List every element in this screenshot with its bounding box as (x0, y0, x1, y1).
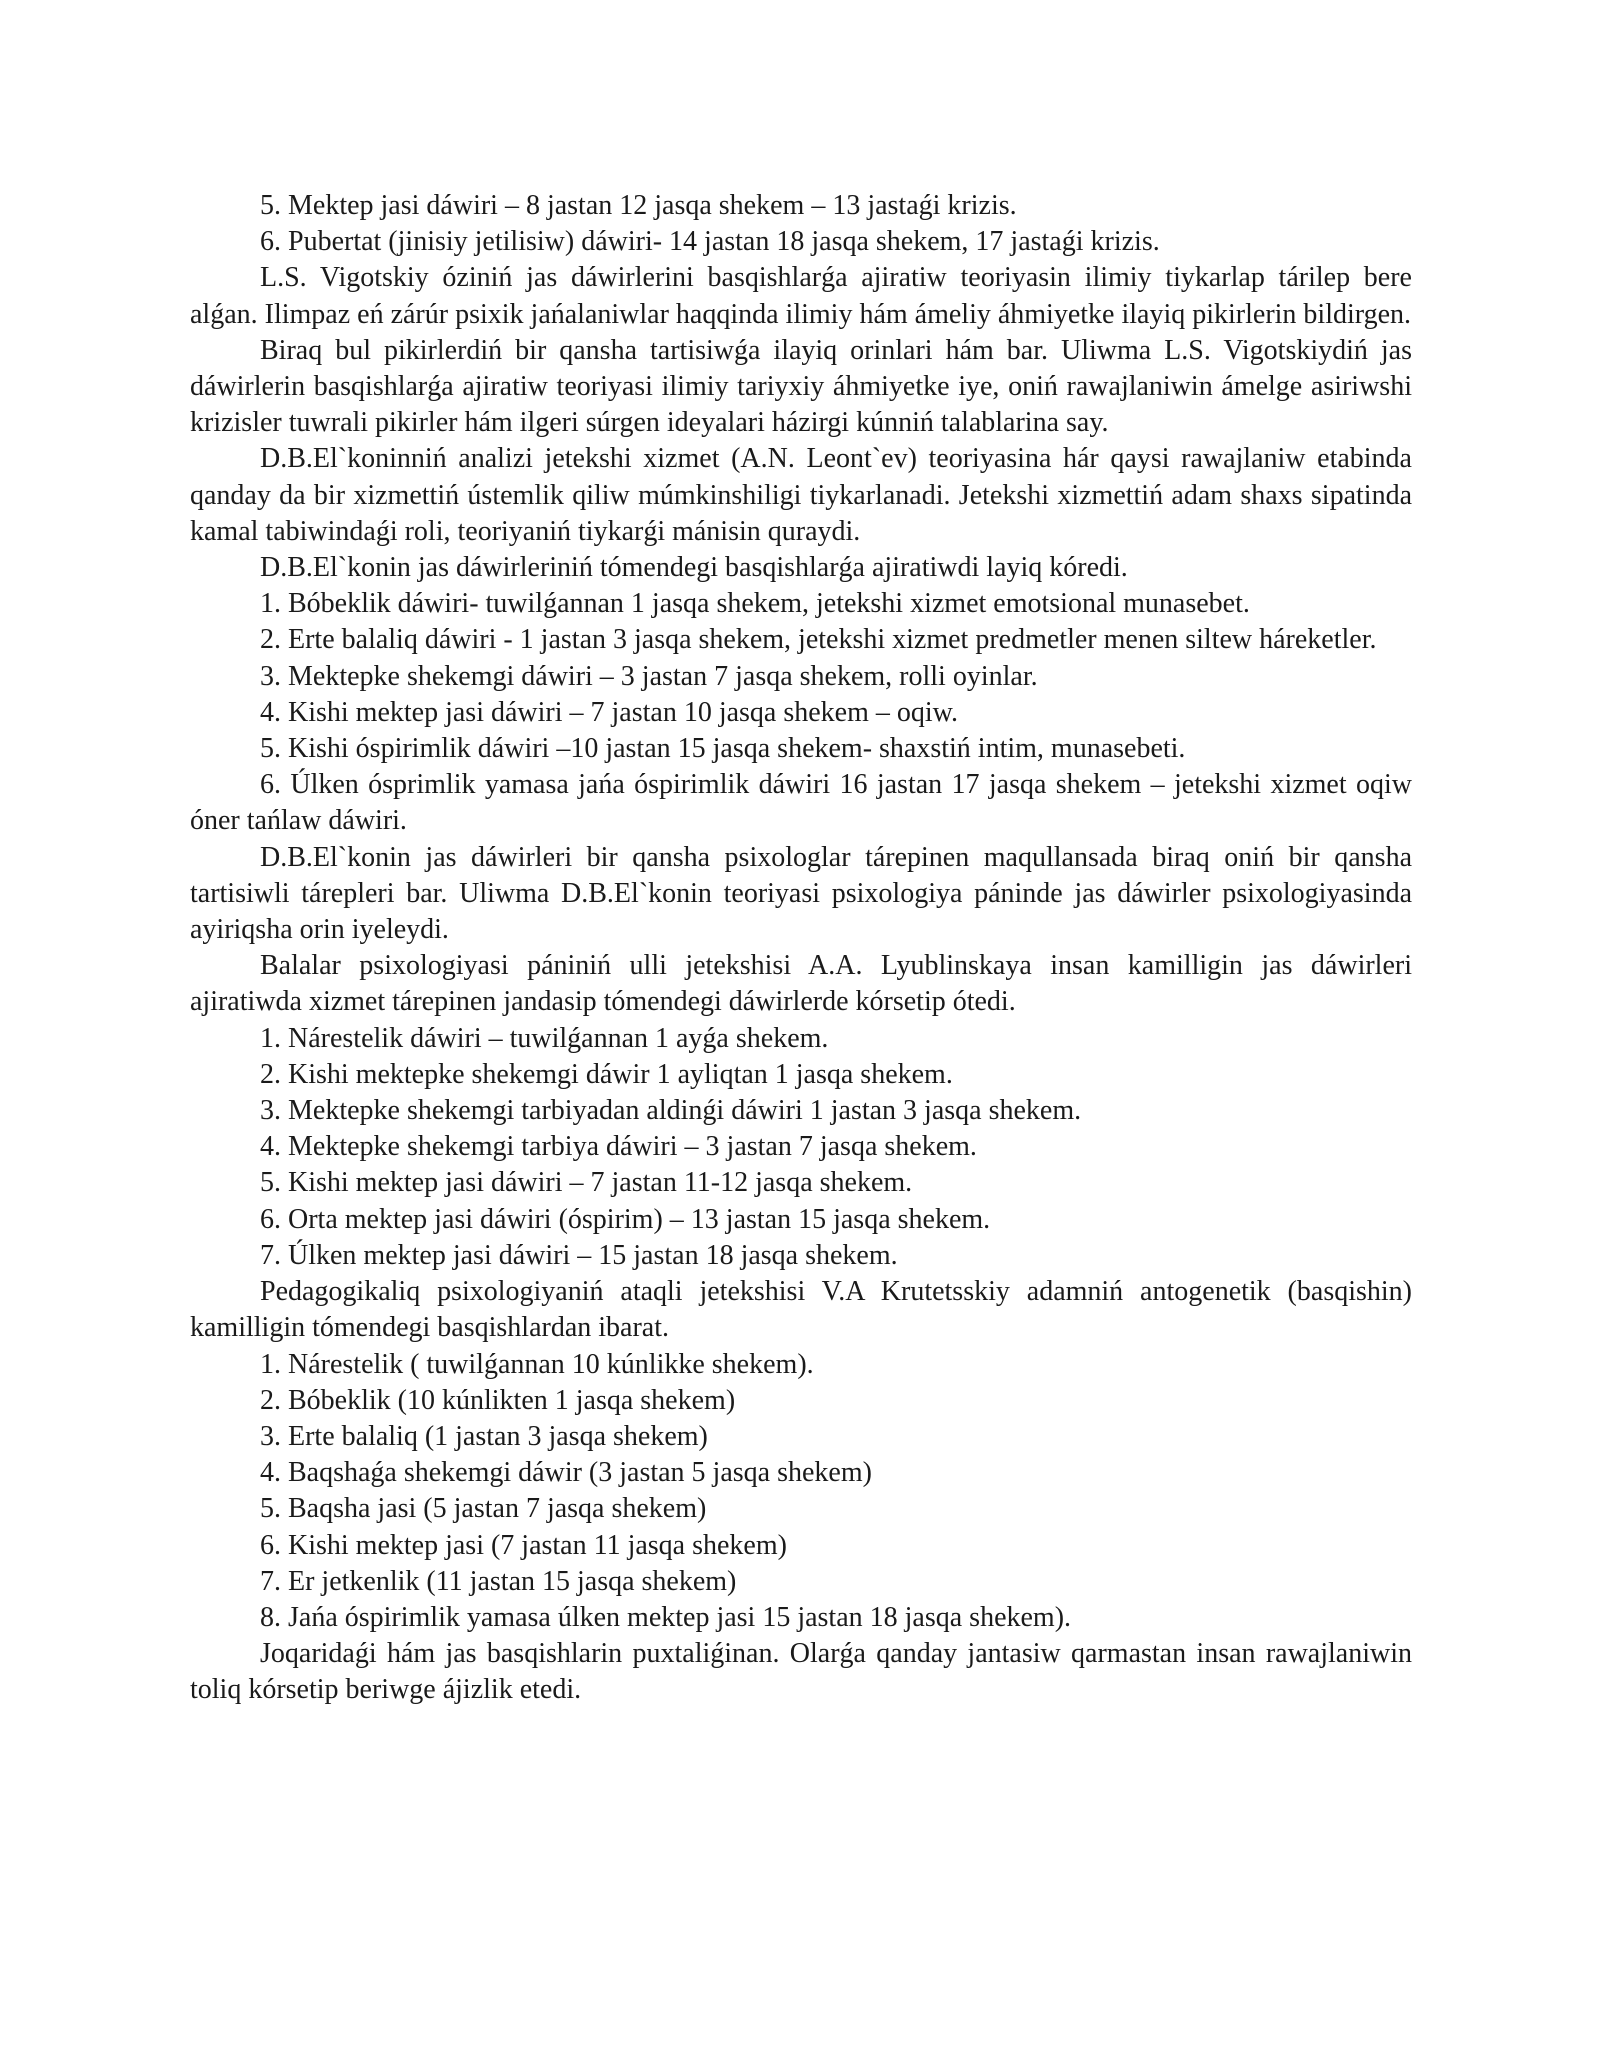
paragraph: 7. Er jetkenlik (11 jastan 15 jasqa shekem) (260, 1565, 737, 1597)
paragraph: 5. Mektep jasi dáwiri – 8 jastan 12 jasqa shekem – 13 jastaǵi krizis. (260, 190, 1017, 221)
paragraph: 6. Pubertat (jinisiy jetilisiw) dáwiri- 14 jastan 18 jasqa shekem, 17 jastaǵi krizis. (260, 226, 1160, 258)
paragraph: 5. Baqsha jasi (5 jastan 7 jasqa shekem) (260, 1493, 707, 1525)
paragraph: 5. Kishi mektep jasi dáwiri – 7 jastan 11-12 jasqa shekem. (260, 1167, 913, 1199)
paragraph: Biraq bul pikirlerdiń bir qansha tartisiwǵa ilayiq orinlari hám bar. Uliwma L.S. Vigotskiydiń jas dáwirlerin basqishlarǵa ajiratiw teoriyasi ilimiy tariyxiy áhmiyetke iye, oniń rawajlaniwin ámelge asiriwshi krizisler tuwrali pikirler hám ilgeri súrgen ideyalari házirgi kúnniń talablarina say. (190, 334, 1412, 439)
paragraph: Joqaridaǵi hám jas basqishlarin puxtaliǵinan. Olarǵa qanday jantasiw qarmastan insan rawajlaniwin toliq kórsetip beriwge ájizlik etedi. (190, 1638, 1412, 1706)
paragraph: 4. Kishi mektep jasi dáwiri – 7 jastan 10 jasqa shekem – oqiw. (260, 696, 959, 728)
paragraph: 1. Nárestelik dáwiri – tuwilǵannan 1 ayǵa shekem. (260, 1022, 829, 1054)
paragraph: 6. Kishi mektep jasi (7 jastan 11 jasqa shekem) (260, 1529, 787, 1561)
paragraph: D.B.El`koninniń analizi jetekshi xizmet (A.N. Leont`ev) teoriyasina hár qaysi rawajlaniw etabinda qanday da bir xizmettiń ústemlik qiliw múmkinshiligi tiykarlanadi. Jetekshi xizmettiń adam shaxs sipatinda kamal tabiwindaǵi roli, teoriyaniń tiykarǵi mánisin quraydi. (190, 443, 1412, 547)
paragraph: 1. Bóbeklik dáwiri- tuwilǵannan 1 jasqa shekem, jetekshi xizmet emotsional munasebet. (260, 588, 1250, 620)
paragraph: 6. Úlken ósprimlik yamasa jańa óspirimlik dáwiri 16 jastan 17 jasqa shekem – jetekshi xizmet oqiw óner tańlaw dáwiri. (190, 769, 1412, 837)
paragraph: Pedagogikaliq psixologiyaniń ataqli jetekshisi V.A Krutetsskiy adamniń antogenetik (basqishin) kamilligin tómendegi basqishlardan ibarat. (190, 1276, 1412, 1344)
paragraph: 3. Mektepke shekemgi tarbiyadan aldinǵi dáwiri 1 jastan 3 jasqa shekem. (260, 1095, 1082, 1127)
paragraph: 2. Erte balaliq dáwiri - 1 jastan 3 jasqa shekem, jetekshi xizmet predmetler menen siltew háreketler. (260, 624, 1377, 656)
paragraph: 1. Nárestelik ( tuwilǵannan 10 kúnlikke shekem). (260, 1348, 814, 1380)
paragraph: 3. Mektepke shekemgi dáwiri – 3 jastan 7 jasqa shekem, rolli oyinlar. (260, 660, 1038, 692)
paragraph: 4. Baqshaǵa shekemgi dáwir (3 jastan 5 jasqa shekem) (260, 1457, 872, 1489)
paragraph: D.B.El`konin jas dáwirleriniń tómendegi basqishlarǵa ajiratiwdi layiq kóredi. (260, 552, 1128, 584)
paragraph: Balalar psixologiyasi pániniń ulli jetekshisi A.A. Lyublinskaya insan kamilligin jas dáwirleri ajiratiwda xizmet tárepinen jandasip tómendegi dáwirlerde kórsetip ótedi. (190, 950, 1412, 1018)
document-body (190, 188, 1412, 1709)
paragraph: 5. Kishi óspirimlik dáwiri –10 jastan 15 jasqa shekem- shaxstiń intim, munasebeti. (260, 733, 1186, 765)
paragraph: 2. Bóbeklik (10 kúnlikten 1 jasqa shekem) (260, 1384, 736, 1416)
paragraph: 2. Kishi mektepke shekemgi dáwir 1 ayliqtan 1 jasqa shekem. (260, 1058, 953, 1090)
paragraph: 4. Mektepke shekemgi tarbiya dáwiri – 3 jastan 7 jasqa shekem. (260, 1131, 977, 1163)
paragraph: 3. Erte balaliq (1 jastan 3 jasqa shekem) (260, 1420, 708, 1452)
paragraph: L.S. Vigotskiy óziniń jas dáwirlerini basqishlarǵa ajiratiw teoriyasin ilimiy tiykarlap tárilep bere alǵan. Ilimpaz eń zárúr psixik jańalaniwlar haqqinda ilimiy hám ámeliy áhmiyetke ilayiq pikirlerin bildirgen. (190, 262, 1412, 330)
paragraph: 6. Orta mektep jasi dáwiri (óspirim) – 13 jastan 15 jasqa shekem. (260, 1203, 991, 1235)
paragraph: D.B.El`konin jas dáwirleri bir qansha psixologlar tárepinen maqullansada biraq oniń bir qansha tartisiwli tárepleri bar. Uliwma D.B.El`konin teoriyasi psixologiya páninde jas dáwirler psixologiyasinda ayiriqsha orin iyeleydi. (190, 841, 1412, 946)
paragraph: 8. Jańa óspirimlik yamasa úlken mektep jasi 15 jastan 18 jasqa shekem). (260, 1601, 1072, 1633)
paragraph: 7. Úlken mektep jasi dáwiri – 15 jastan 18 jasqa shekem. (260, 1239, 898, 1271)
